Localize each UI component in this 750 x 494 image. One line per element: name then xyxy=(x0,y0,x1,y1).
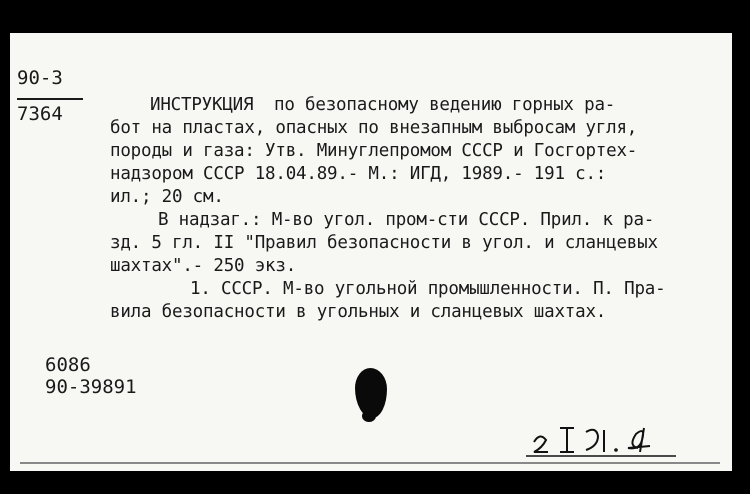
card-body xyxy=(110,94,700,324)
body-line: ил.; 20 см. xyxy=(110,187,224,207)
bottom-rule xyxy=(20,462,720,464)
bottom-code-1: 6086 xyxy=(45,354,91,376)
ink-blot-drip xyxy=(362,410,376,422)
class-code: 90-3 xyxy=(17,67,63,89)
body-line: надзором СССР 18.04.89.- М.: ИГД, 1989.- 191 с.: xyxy=(110,164,607,184)
body-line: В надзаг.: М-во угол. пром-сти СССР. Прил. к ра- xyxy=(158,210,655,230)
body-line: шахтах".- 250 экз. xyxy=(110,256,297,276)
body-line: вила безопасности в угольных и сланцевых шахтах. xyxy=(110,302,607,322)
bottom-codes xyxy=(45,354,137,398)
card-number: 7364 xyxy=(17,103,63,125)
body-line: породы и газа: Утв. Минуглепромом СССР и Госгортех- xyxy=(110,141,638,161)
body-line: 1. СССР. М-во угольной промышленности. П. Пра- xyxy=(190,279,666,299)
body-line: бот на пластах, опасных по внезапным выбросам угля, xyxy=(110,118,638,138)
handwritten-note xyxy=(526,418,676,458)
body-line: ИНСТРУКЦИЯ по безопасному ведению горных ра- xyxy=(150,95,616,115)
body-line: зд. 5 гл. II "Правил безопасности в угол. и сланцевых xyxy=(110,233,658,253)
bottom-code-2: 90-39891 xyxy=(45,376,137,398)
